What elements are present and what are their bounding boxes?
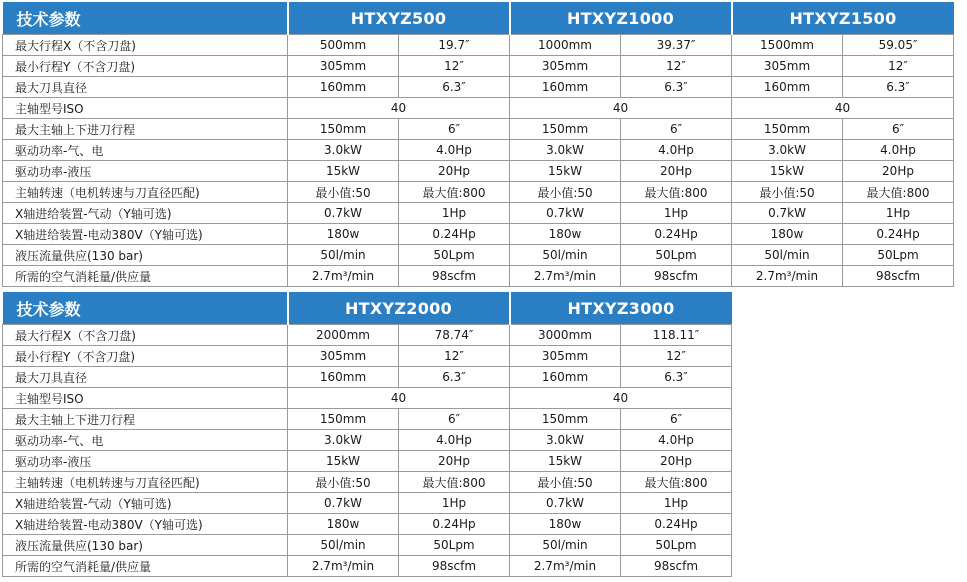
value-cell: 15kW: [510, 161, 621, 182]
value-cell: 3000mm: [510, 325, 621, 346]
value-cell: 305mm: [732, 56, 843, 77]
value-cell: 6″: [621, 119, 732, 140]
table-row: [3, 535, 732, 556]
row-label: 最大主轴上下进刀行程: [3, 409, 288, 430]
value-cell: 6.3″: [843, 77, 954, 98]
value-cell: 3.0kW: [288, 140, 399, 161]
value-cell: 6.3″: [621, 367, 732, 388]
value-cell: 1Hp: [399, 203, 510, 224]
value-cell: 50Lpm: [621, 245, 732, 266]
value-cell: 4.0Hp: [621, 140, 732, 161]
value-cell: 3.0kW: [732, 140, 843, 161]
row-label: X轴进给装置-气动（Y轴可选): [3, 203, 288, 224]
value-cell: 500mm: [288, 35, 399, 56]
value-cell: 50Lpm: [843, 245, 954, 266]
table-row: [3, 451, 732, 472]
value-cell: 50l/min: [288, 535, 399, 556]
value-cell: 2.7m³/min: [510, 556, 621, 577]
table-row: [3, 161, 954, 182]
row-label: X轴进给装置-电动380V（Y轴可选): [3, 514, 288, 535]
table-row: [3, 409, 732, 430]
value-cell: 4.0Hp: [399, 140, 510, 161]
value-cell: 2.7m³/min: [732, 266, 843, 287]
row-label: X轴进给装置-气动（Y轴可选): [3, 493, 288, 514]
row-label: 驱动功率-液压: [3, 161, 288, 182]
value-cell: 305mm: [510, 56, 621, 77]
value-cell: 0.24Hp: [843, 224, 954, 245]
value-cell: 6″: [843, 119, 954, 140]
value-cell: 6.3″: [399, 367, 510, 388]
value-cell: 最大值:800: [399, 472, 510, 493]
value-cell: 305mm: [288, 346, 399, 367]
value-cell: 12″: [843, 56, 954, 77]
model-name: HTXYZ2000: [288, 292, 510, 325]
table-header-row: [3, 2, 954, 35]
table-header-row: [3, 292, 732, 325]
value-cell: 2.7m³/min: [510, 266, 621, 287]
value-cell: 98scfm: [399, 266, 510, 287]
table-row: [3, 98, 954, 119]
value-cell: 0.7kW: [288, 493, 399, 514]
value-cell: 1Hp: [621, 203, 732, 224]
merged-value-cell: 40: [288, 388, 510, 409]
value-cell: 最小值:50: [288, 182, 399, 203]
value-cell: 20Hp: [399, 161, 510, 182]
merged-value-cell: 40: [732, 98, 954, 119]
value-cell: 150mm: [288, 409, 399, 430]
value-cell: 最大值:800: [621, 472, 732, 493]
value-cell: 6.3″: [621, 77, 732, 98]
value-cell: 160mm: [288, 367, 399, 388]
value-cell: 160mm: [510, 367, 621, 388]
table-row: [3, 77, 954, 98]
value-cell: 6″: [399, 409, 510, 430]
table-row: [3, 346, 732, 367]
table-row: [3, 140, 954, 161]
table-row: [3, 266, 954, 287]
value-cell: 50l/min: [732, 245, 843, 266]
row-label: 所需的空气消耗量/供应量: [3, 556, 288, 577]
model-name: HTXYZ1000: [510, 2, 732, 35]
value-cell: 12″: [621, 346, 732, 367]
value-cell: 160mm: [510, 77, 621, 98]
value-cell: 150mm: [732, 119, 843, 140]
value-cell: 3.0kW: [288, 430, 399, 451]
row-label: 所需的空气消耗量/供应量: [3, 266, 288, 287]
value-cell: 最大值:800: [843, 182, 954, 203]
table-row: [3, 56, 954, 77]
row-label: 主轴转速（电机转速与刀直径匹配): [3, 182, 288, 203]
merged-value-cell: 40: [510, 98, 732, 119]
value-cell: 98scfm: [621, 556, 732, 577]
value-cell: 0.7kW: [732, 203, 843, 224]
value-cell: 305mm: [510, 346, 621, 367]
value-cell: 15kW: [288, 161, 399, 182]
value-cell: 1Hp: [399, 493, 510, 514]
value-cell: 20Hp: [621, 451, 732, 472]
value-cell: 20Hp: [621, 161, 732, 182]
value-cell: 15kW: [288, 451, 399, 472]
value-cell: 12″: [399, 56, 510, 77]
value-cell: 0.24Hp: [399, 514, 510, 535]
row-label: 主轴型号ISO: [3, 388, 288, 409]
value-cell: 150mm: [510, 409, 621, 430]
model-name: HTXYZ3000: [510, 292, 732, 325]
value-cell: 最大值:800: [399, 182, 510, 203]
table-row: [3, 556, 732, 577]
value-cell: 4.0Hp: [843, 140, 954, 161]
value-cell: 39.37″: [621, 35, 732, 56]
model-name: HTXYZ500: [288, 2, 510, 35]
value-cell: 180w: [510, 514, 621, 535]
value-cell: 1500mm: [732, 35, 843, 56]
header-label: 技术参数: [3, 292, 288, 325]
value-cell: 118.11″: [621, 325, 732, 346]
value-cell: 150mm: [288, 119, 399, 140]
table-row: [3, 472, 732, 493]
table-row: [3, 245, 954, 266]
value-cell: 180w: [288, 514, 399, 535]
value-cell: 50l/min: [510, 535, 621, 556]
value-cell: 50l/min: [510, 245, 621, 266]
row-label: 最小行程Y（不含刀盘): [3, 56, 288, 77]
value-cell: 12″: [621, 56, 732, 77]
value-cell: 20Hp: [399, 451, 510, 472]
value-cell: 19.7″: [399, 35, 510, 56]
row-label: 最大行程X（不含刀盘): [3, 35, 288, 56]
value-cell: 50Lpm: [621, 535, 732, 556]
spec-table-1: [2, 2, 954, 287]
value-cell: 78.74″: [399, 325, 510, 346]
merged-value-cell: 40: [288, 98, 510, 119]
value-cell: 最小值:50: [732, 182, 843, 203]
value-cell: 15kW: [510, 451, 621, 472]
value-cell: 150mm: [510, 119, 621, 140]
value-cell: 15kW: [732, 161, 843, 182]
value-cell: 160mm: [732, 77, 843, 98]
row-label: 最大行程X（不含刀盘): [3, 325, 288, 346]
merged-value-cell: 40: [510, 388, 732, 409]
value-cell: 6.3″: [399, 77, 510, 98]
value-cell: 12″: [399, 346, 510, 367]
table-row: [3, 203, 954, 224]
value-cell: 98scfm: [621, 266, 732, 287]
table-row: [3, 493, 732, 514]
table-row: [3, 224, 954, 245]
table-row: [3, 367, 732, 388]
row-label: 主轴型号ISO: [3, 98, 288, 119]
value-cell: 0.24Hp: [621, 224, 732, 245]
header-label: 技术参数: [3, 2, 288, 35]
row-label: 主轴转速（电机转速与刀直径匹配): [3, 472, 288, 493]
value-cell: 0.24Hp: [399, 224, 510, 245]
row-label: 最小行程Y（不含刀盘): [3, 346, 288, 367]
row-label: 驱动功率-气、电: [3, 140, 288, 161]
value-cell: 3.0kW: [510, 140, 621, 161]
value-cell: 6″: [399, 119, 510, 140]
row-label: X轴进给装置-电动380V（Y轴可选): [3, 224, 288, 245]
value-cell: 180w: [732, 224, 843, 245]
value-cell: 20Hp: [843, 161, 954, 182]
value-cell: 59.05″: [843, 35, 954, 56]
value-cell: 305mm: [288, 56, 399, 77]
value-cell: 180w: [510, 224, 621, 245]
value-cell: 2000mm: [288, 325, 399, 346]
table-row: [3, 119, 954, 140]
value-cell: 98scfm: [399, 556, 510, 577]
value-cell: 4.0Hp: [621, 430, 732, 451]
row-label: 最大刀具直径: [3, 77, 288, 98]
value-cell: 最小值:50: [510, 472, 621, 493]
row-label: 驱动功率-液压: [3, 451, 288, 472]
value-cell: 4.0Hp: [399, 430, 510, 451]
value-cell: 最大值:800: [621, 182, 732, 203]
table-row: [3, 514, 732, 535]
spec-table-2: [2, 292, 732, 577]
value-cell: 0.7kW: [510, 203, 621, 224]
value-cell: 1Hp: [843, 203, 954, 224]
table-row: [3, 388, 732, 409]
model-name: HTXYZ1500: [732, 2, 954, 35]
row-label: 最大主轴上下进刀行程: [3, 119, 288, 140]
value-cell: 0.24Hp: [621, 514, 732, 535]
table-row: [3, 182, 954, 203]
row-label: 液压流量供应(130 bar): [3, 535, 288, 556]
row-label: 最大刀具直径: [3, 367, 288, 388]
table-row: [3, 35, 954, 56]
value-cell: 6″: [621, 409, 732, 430]
value-cell: 98scfm: [843, 266, 954, 287]
value-cell: 2.7m³/min: [288, 266, 399, 287]
value-cell: 1Hp: [621, 493, 732, 514]
value-cell: 最小值:50: [510, 182, 621, 203]
table-row: [3, 430, 732, 451]
value-cell: 3.0kW: [510, 430, 621, 451]
value-cell: 最小值:50: [288, 472, 399, 493]
value-cell: 50l/min: [288, 245, 399, 266]
table-row: [3, 325, 732, 346]
value-cell: 0.7kW: [288, 203, 399, 224]
value-cell: 50Lpm: [399, 245, 510, 266]
value-cell: 160mm: [288, 77, 399, 98]
value-cell: 50Lpm: [399, 535, 510, 556]
value-cell: 0.7kW: [510, 493, 621, 514]
value-cell: 180w: [288, 224, 399, 245]
row-label: 驱动功率-气、电: [3, 430, 288, 451]
row-label: 液压流量供应(130 bar): [3, 245, 288, 266]
value-cell: 2.7m³/min: [288, 556, 399, 577]
value-cell: 1000mm: [510, 35, 621, 56]
